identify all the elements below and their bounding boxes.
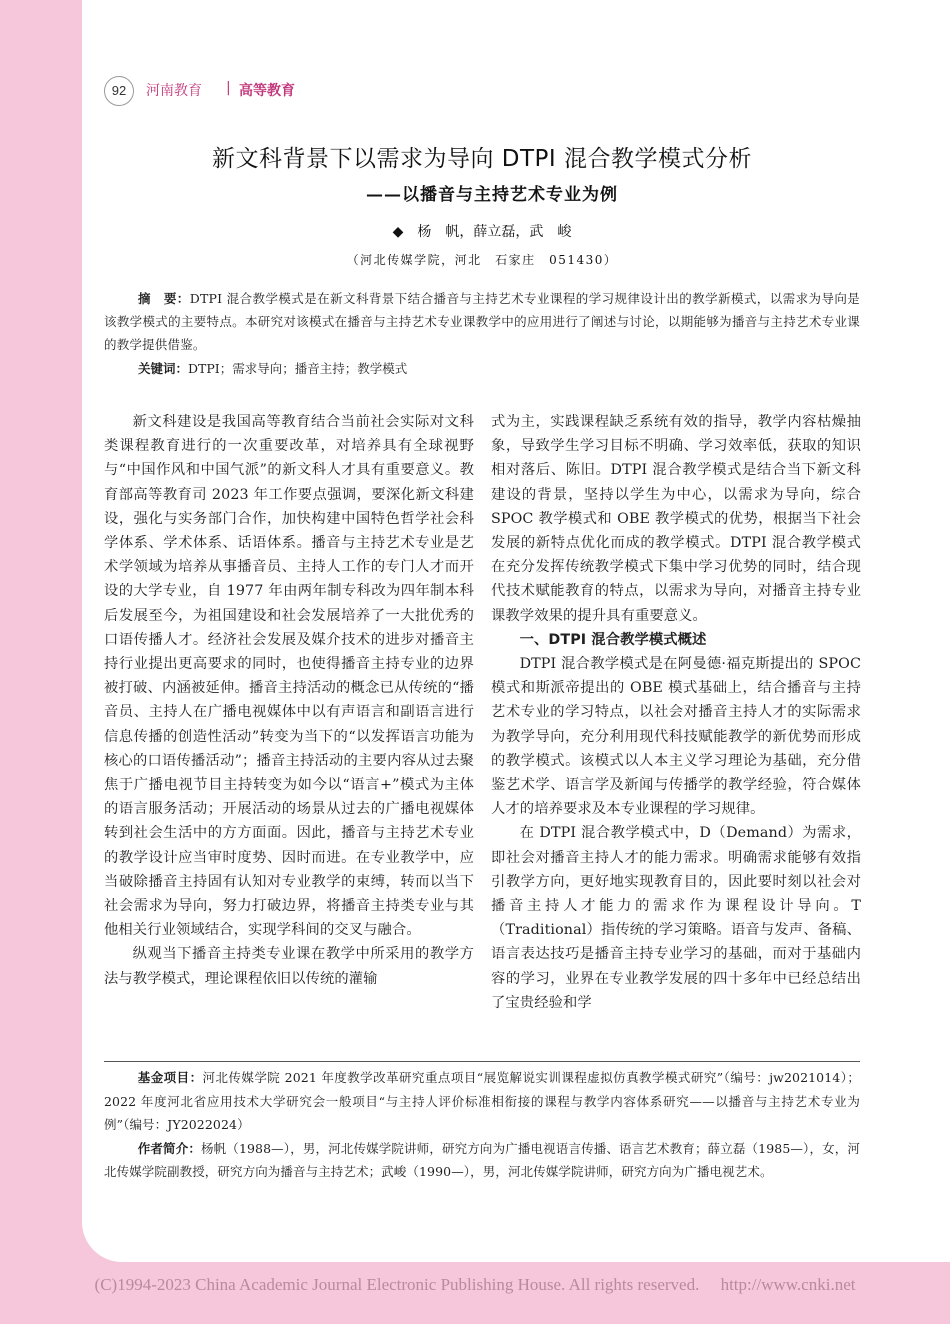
paragraph: 式为主，实践课程缺乏系统有效的指导，教学内容枯燥抽象，导致学生学习目标不明确、学习效率低，获取的知识相对落后、陈旧。DTPI 混合教学模式是结合当下新文科建设的背景，坚持以学生为中心，以需求为导向，综合 SPOC 教学模式和 OBE 教学模式的优势，根据当下社会发展的新特点优化而成的教学模式。DTPI 混合教学模式在充分发挥传统教学模式下集中学习优势的同时，结合现代技术赋能教育的特点，以需求为导向，对播音主持专业课教学效果的提升具有重要意义。 (491, 414, 861, 624)
keywords (138, 357, 858, 380)
body-column-left (104, 410, 474, 991)
funding-label: 基金项目： (137, 1070, 203, 1085)
keywords-label: 关键词： (138, 361, 189, 376)
article-title: 新文科背景下以需求为导向 DTPI 混合教学模式分析 (211, 146, 753, 172)
abstract-label: 摘 要： (138, 291, 190, 306)
author-names: 杨 帆，薛立磊，武 峻 (417, 224, 572, 240)
diamond-icon: ◆ (392, 224, 404, 240)
header-separator: | (226, 80, 231, 96)
affiliation: （河北传媒学院，河北 石家庄 051430） (346, 253, 618, 267)
author-bio-text: 杨帆（1988—），男，河北传媒学院讲师，研究方向为广播电视语言传播、语言艺术教育；薛立磊（1985—），女，河北传媒学院副教授，研究方向为播音与主持艺术；武峻（1990—），男，河北传媒学院讲师，研究方向为广播电视艺术。 (104, 1140, 860, 1179)
author-bio-label: 作者简介： (137, 1140, 201, 1156)
footnotes (104, 1066, 860, 1184)
funding-note (104, 1066, 860, 1137)
abstract (104, 287, 860, 356)
funding-text: 河北传媒学院 2021 年度教学改革研究重点项目“展览解说实训课程虚拟仿真教学模式研究”（编号：jw2021014）；2022 年度河北省应用技术大学研究会一般项目“与主持人评价标准相衔接的课程与教学内容体系研究——以播音与主持艺术专业为例”（编号：JY2022024） (104, 1070, 860, 1132)
abstract-text: DTPI 混合教学模式是在新文科背景下结合播音与主持艺术专业课程的学习规律设计出的教学新模式，以需求为导向是该教学模式的主要特点。本研究对该模式在播音与主持艺术专业课教学中的应用进行了阐述与讨论，以期能够为播音与主持艺术专业课的教学提供借鉴。 (104, 291, 860, 352)
body-column-right (491, 410, 861, 1015)
copyright-watermark: (C)1994-2023 China Academic Journal Electronic Publishing House. All rights reserved. http://www.cnki.net (94, 1275, 856, 1294)
keywords-text: DTPI；需求导向；播音主持；教学模式 (188, 361, 408, 376)
paragraph: 在 DTPI 混合教学模式中，D（Demand）为需求，即社会对播音主持人才的能力需求。明确需求能够有效指引教学方向，更好地实现教育目的，因此要时刻以社会对播音主持人才能力的需求作为课程设计导向。T（Traditional）指传统的学习策略。语音与发声、备稿、语言表达技巧是播音主持专业学习的基础，而对于基础内容的学习，业界在专业教学发展的四十多年中已经总结出了宝贵经验和学 (491, 825, 861, 1011)
author-bio-note (104, 1137, 860, 1184)
author-line (82, 221, 882, 241)
paragraph: DTPI 混合教学模式是在阿曼德·福克斯提出的 SPOC 模式和斯派帝提出的 OBE 模式基础上，结合播音与主持艺术专业的学习特点，以社会对播音主持人才的实际需求为教学导向，充分利用现代科技赋能教学的新优势而形成的教学模式。该模式以人本主义学习理论为基础，充分借鉴艺术学、语言学及新闻与传播学的教学经验，符合媒体人才的培养要求及本专业课程的学习规律。 (491, 656, 861, 818)
magazine-name: 河南教育 (146, 83, 202, 99)
paragraph: 新文科建设是我国高等教育结合当前社会实际对文科类课程教育进行的一次重要改革，对培养具有全球视野与“中国作风和中国气派”的新文科人才具有重要意义。教育部高等教育司 2023 年工作要点强调，要深化新文科建设，强化与实务部门合作，加快构建中国特色哲学社会科学体系、学术体系、话语体系。播音与主持艺术专业是艺术学领域为培养从事播音员、主持人工作的专门人才而开设的大学专业，自 1977 年由两年制专科改为四年制本科后发展至今，为祖国建设和社会发展培养了一大批优秀的口语传播人才。经济社会发展及媒介技术的进步对播音主持行业提出更高要求的同时，也使得播音主持专业的边界被打破、内涵被延伸。播音主持活动的概念已从传统的“播音员、主持人在广播电视媒体中以有声语言和副语言进行信息传播的创造性活动”转变为当下的“以发挥语言功能为核心的口语传播活动”；播音主持活动的主要内容从过去聚焦于广播电视节目主持转变为如今以“语言+”模式为主体的语言服务活动；开展活动的场景从过去的广播电视媒体转到社会生活中的方方面面。因此，播音与主持艺术专业的教学设计应当审时度势、因时而进。在专业教学中，应当破除播音主持固有认知对专业教学的束缚，转而以当下社会需求为导向，努力打破边界，将播音主持类专业与其他相关行业领域结合，实现学科间的交叉与融合。 (104, 414, 474, 939)
footnote-divider (104, 1061, 860, 1062)
section-name: 高等教育 (239, 83, 295, 99)
paragraph: 纵观当下播音主持类专业课在教学中所采用的教学方法与教学模式，理论课程依旧以传统的灌输 (104, 946, 474, 987)
article-subtitle: ——以播音与主持艺术专业为例 (366, 185, 618, 205)
page-number-badge: 92 (104, 76, 134, 106)
section-heading: 一、DTPI 混合教学模式概述 (519, 631, 707, 648)
